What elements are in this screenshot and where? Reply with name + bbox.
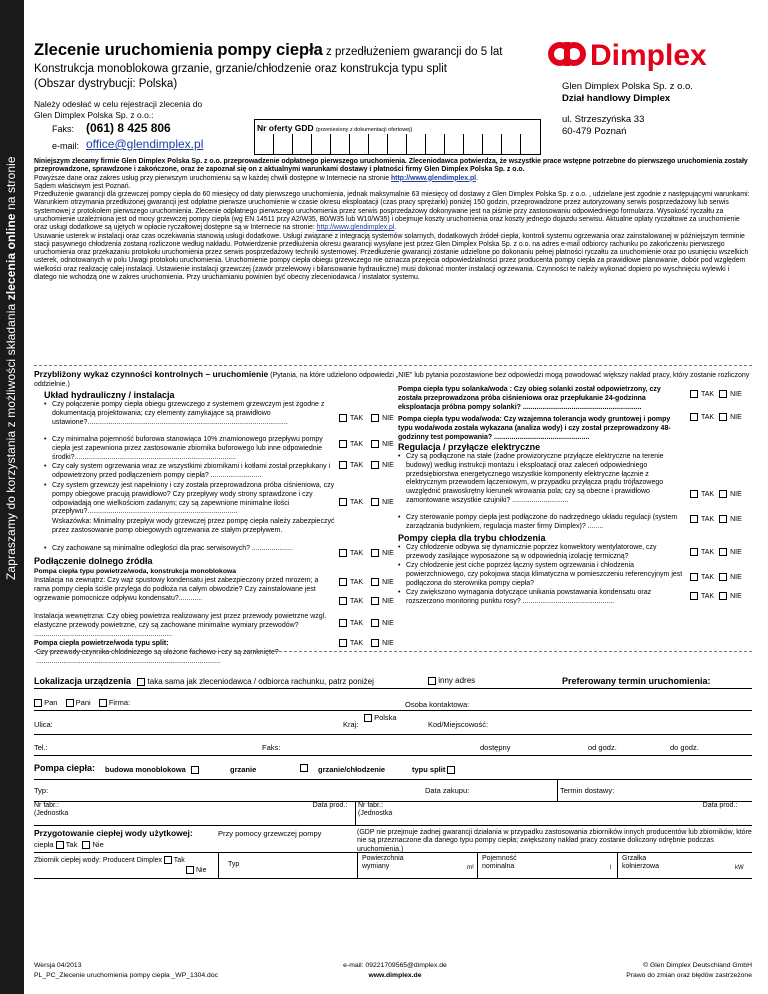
hydro-note: Wskazówka: Minimalny przepływ wody grzewczej przez pompę ciepła należy zabezpieczyć przez zastosowanie pomp obiegowych ogrzewania ze stałym przepływem. — [52, 518, 335, 534]
email-label: e-mail: — [52, 141, 80, 151]
yes-no-lower-2[interactable]: TAK NIE — [339, 597, 394, 606]
brand-department: Dział handlowy Dimplex — [562, 93, 671, 104]
mr-checkbox[interactable] — [34, 699, 42, 707]
divider — [34, 365, 752, 366]
vrule — [357, 852, 358, 878]
yes-no-lower-1[interactable]: TAK NIE — [339, 578, 394, 587]
yes-no-hydro-2[interactable]: TAK NIE — [339, 440, 394, 449]
lower-split-title: Pompa ciepła powietrze/woda typu split: — [34, 640, 169, 647]
hydro-list — [44, 401, 336, 554]
cooling-item: • Czy chłodzenie jest ciche poprzez łączny system ogrzewania i chłodzenia powierzchniowego, czy pokojowa stacja klimatyczna w pomieszczeniu referencyjnym jest podłączona do sterownika pompy ciepła? — [398, 562, 688, 589]
checkbox-no[interactable] — [719, 390, 727, 398]
checkbox-yes[interactable] — [339, 414, 347, 422]
vrule — [557, 779, 558, 801]
checkbox-yes[interactable] — [690, 515, 698, 523]
heater-unit: kW — [735, 865, 744, 871]
producer-yes-checkbox[interactable] — [164, 856, 172, 864]
yes-no-hydro-4[interactable]: TAK NIE — [339, 498, 394, 507]
yes-no-lower-4[interactable]: TAK NIE — [339, 639, 394, 648]
rule — [34, 878, 752, 879]
poland-checkbox[interactable] — [364, 714, 372, 722]
cooling-title: Pompy ciepła dla trybu chłodzenia — [398, 533, 546, 543]
purchase-date-label: Data zakupu: — [425, 786, 470, 795]
split-row: typu split — [412, 765, 455, 774]
checkbox-yes[interactable] — [339, 639, 347, 647]
checkbox-no[interactable] — [371, 639, 379, 647]
rule — [34, 688, 752, 689]
checkbox-yes[interactable] — [339, 578, 347, 586]
yes-no-electric-2[interactable]: TAK NIE — [690, 515, 742, 524]
heatcool-checkbox[interactable] — [300, 764, 308, 772]
lower-source-subtitle: Pompa ciepła typu powietrze/woda, konstrukcja monoblokowa — [34, 568, 237, 575]
checkbox-yes[interactable] — [339, 461, 347, 469]
available-label: dostępny — [480, 743, 511, 752]
split-checkbox[interactable] — [447, 766, 455, 774]
checkbox-no[interactable] — [719, 573, 727, 581]
dhw-title: Przygotowanie ciepłej wody użytkowej: — [34, 828, 193, 838]
checkbox-yes[interactable] — [339, 498, 347, 506]
brand-street: ul. Strzeszyńska 33 — [562, 114, 645, 125]
dhw-via-label: Przy pomocy grzewczej pompy — [218, 829, 322, 838]
electric-list — [398, 453, 688, 532]
serial-2: Nr fabr.: (Jednostka — [358, 802, 393, 818]
cooling-list — [398, 544, 688, 607]
checkbox-yes[interactable] — [690, 390, 698, 398]
yes-no-cooling-1[interactable]: TAK NIE — [690, 548, 742, 557]
same-address-checkbox[interactable] — [137, 678, 145, 686]
intro-text: Niniejszym zlecamy firmie Glen Dimplex Polska Sp. z o.o. przeprowadzenie odpłatnego pierwszego uruchomienia. Zleceniodawca potwierdza, że wszystkie prace wstępne potrzebne do pierwszego uruchomienia zostały przeprowadzone, sprawdzone i zakończone, oraz że zapoznał się on z aktualnymi warunkami dostawy i płatności firmy Glen Dimplex Polska Sp. z o.o. Powyższe dane oraz zakres usług przy pierwszym uruchomieniu są w każdej chwili dostępne w Internecie na stronie http://www.glendimplex.pl. Sądem właściwym jest Poznań. Przedłużenie gwarancji dla grzewczej pompy ciepła do 60 miesięcy od daty pierwszego uruchomienia, jednak maksymalnie 63 miesięcy od dostawy z Glen Dimplex Polska Sp. z o.o. , udzielane jest zgodnie z następującymi warunkami: Warunkiem otrzymania przedłużonej gwarancji jest odpłatne pierwsze uruchomienie w czasie okresu eksploatacji (czas pracy sprężarki) poniżej 150 godzin, przeprowadzone przez autoryzowany serwis posprzedażowy lub serwis systemowej z protokołem pierwszego uruchomienia. Zlecenie odpłatnego pierwszego uruchomienia przez serwis posprzedażowy dokonywane jest na piśmie przy zastosowaniu odpowiedniego formularza. Wysokość ryczałtu za uruchomienie uzależniona jest od mocy grzewczej pompy ciepła (wg EN 14511 przy A2/W35, B0/W35 lub W10/W35) i obejmuje koszty uruchomienia oraz koszty jednego dojazdu serwisu. Aktualne opłaty ryczałtowe za uruchomienie oraz usługi dodatkowe są ujętych w opłacie ryczałtowej dostępne są w Internecie na stronie: http://www.glendimplex.pl. Usuwanie usterek w instalacji oraz czas oczekiwania stanowią usługi dodatkowe. Usługi związane z integracją systemów solarnych, dodatkowych źródeł ciepła, kontroli systemu ogrzewania oraz zainstalowanej w późniejszym terminie stacji pasywnego chłodzenia zostaną rozliczone według nakładu. Potwierdzenie przedłużenia okresu gwarancji wysyłane jest przez Glen Dimplex Polska Sp. z o.o. na adres e-mail odbiorcy rachunku po zakończeniu pierwszego uruchomienia oraz przekazaniu protokołu uruchomienia przez serwis posprzedażowy techniki systemowej. Przedłużenie gwarancji zostanie udzielone po dokonaniu pełnej płatności ryczałtu za uruchomienie oraz po usunięciu wszelkich usterek, odnotowanych w polu Uwagi protokołu uruchomienia. Uruchomienie pompy ciepła obiegu grzewczego nie oznacza przejęcia odpowiedzialności przez producenta pompy ciepła za prawidłowe planowanie, dobór pod względem wielkości oraz realizację całej instalacji. Ustawienie instalacji grzewczej (zawór przelewowy i bilansowanie hydrauliczne) musi dokonać monter instalacji ogrzewania. Czynności te należy wykonać dopiero po wyschnięciu wylewki i dlatego nie wchodzą one w zakres uruchomienia. Przy uruchamianiu powinien być obecny zleceniodawca / instalator systemu. — [34, 158, 750, 281]
gdd-offer-box[interactable] — [254, 119, 541, 155]
checkbox-no[interactable] — [371, 461, 379, 469]
cooling-item: • Czy zwiększono wymagania dotyczące unikania powstawania kondensatu oraz rozszerzono monitoring punktu rosy? ............................................... — [398, 589, 688, 607]
yes-no-hydro-3[interactable]: TAK NIE — [339, 461, 394, 470]
hydro-item: • Czy cały system ogrzewania wraz ze wszystkimi zbiornikami i kotłami został przepłukany i odpowietrzony przed podłączeniem pompy ciepła? .......................... — [44, 463, 336, 482]
page-subtitle-region: (Obszar dystrybucji: Polska) — [34, 78, 178, 90]
surface-unit: m² — [467, 865, 474, 871]
checkbox-no[interactable] — [719, 413, 727, 421]
checkbox-no[interactable] — [719, 592, 727, 600]
rule — [34, 734, 752, 735]
delivery-date-label: Termin dostawy: — [560, 786, 615, 795]
other-address-checkbox[interactable] — [428, 677, 436, 685]
yes-no-brine[interactable]: TAK NIE — [690, 390, 742, 399]
footer-email: e-mail: 09221709565@dimplex.de — [343, 962, 447, 969]
rule — [34, 825, 752, 826]
producer-no: Nie — [186, 866, 206, 875]
yes-no-water[interactable]: TAK NIE — [690, 413, 742, 422]
checkbox-no[interactable] — [719, 515, 727, 523]
checkbox-no[interactable] — [371, 414, 379, 422]
prod-date-2: Data prod.: — [702, 802, 738, 809]
lower-item: Instalacja wewnętrzna: Czy obieg powietrza realizowany jest przez przewody powietrzne wzgl. elastyczne przewody powietrzne, czy są zachowane minimalne wymiary przewodów? ....................................................................... — [34, 613, 327, 638]
producer-no-checkbox[interactable] — [186, 866, 194, 874]
fax-number: (061) 8 425 806 — [86, 121, 171, 135]
email-link[interactable]: office@glendimplex.pl — [86, 137, 204, 151]
hydro-title: Układ hydrauliczny / instalacja — [44, 390, 175, 400]
hydro-item: • Czy zachowane są minimalne odległości dla prac serwisowych? ..................... — [44, 545, 336, 554]
lower-item: Czy przewody czynnika chłodniczego są ułożone fachowo i czy są zamknięte? ............................................................................................... — [36, 649, 279, 665]
checkbox-yes[interactable] — [339, 619, 347, 627]
other-address: inny adres — [428, 676, 475, 686]
send-company: Glen Dimplex Polska Sp. z o.o.: — [34, 110, 154, 120]
tel-label: Tel.: — [34, 743, 48, 752]
checkbox-no[interactable] — [371, 619, 379, 627]
mrs-checkbox[interactable] — [66, 699, 74, 707]
side-banner-text: Zapraszamy do korzystania z możliwości składania zlecenia online na stronie — [4, 156, 18, 580]
gdd-note: (przeniesiony z dokumentacji ofertowej) — [315, 127, 413, 133]
water-question: Pompa ciepła typu woda/woda: Czy wzajemna tolerancja wody gruntowej i pompy typu woda/woda została wykazana (analiza wody) i czy został przeprowadzony 48-godzinny test pompowania? ................................................. — [398, 416, 671, 441]
tank-type-label: Typ — [228, 861, 240, 868]
yes-no-cooling-2[interactable]: TAK NIE — [690, 573, 742, 582]
gdd-label: Nr oferty GDD — [257, 123, 314, 133]
preferred-date-label: Preferowany termin uruchomienia: — [562, 676, 711, 686]
mono-checkbox[interactable] — [191, 766, 199, 774]
electric-item: • Czy sterowanie pompy ciepła jest podłączone do nadrzędnego układu regulacji (system zarządzania budynkiem, regulacja master firmy Dimplex)? ........ — [398, 514, 688, 532]
page-subtitle: Konstrukcja monoblokowa grzanie, grzanie/chłodzenie oraz konstrukcja typu split — [34, 63, 447, 75]
checkbox-no[interactable] — [371, 498, 379, 506]
footer-copyright: © Glen Dimplex Deutschland GmbH — [643, 962, 752, 969]
page-title: Zlecenie uruchomienia pompy ciepła z przedłużeniem gwarancji do 5 lat — [34, 41, 503, 59]
fax-label: Faks: — [52, 124, 75, 134]
dhw-note: (GDP nie przejmuje żadnej gwarancji działania w przypadku zastosowania zbiorników innych producentów lub zbiorników, które nie są przeznaczone dla danego typu pompy ciepła; zwiększony nakład pracy zostanie doliczony odrębnie podczas uruchomienia.) — [357, 829, 752, 853]
svg-text:Dimplex: Dimplex — [590, 39, 707, 72]
checkbox-no[interactable] — [371, 549, 379, 557]
dhw-no-checkbox[interactable] — [82, 841, 90, 849]
divider — [34, 651, 752, 652]
from-label: od godz. — [588, 743, 617, 752]
vrule — [617, 852, 618, 878]
heater-label: Grzałka kołnierzowa — [622, 855, 659, 871]
dhw-yes-checkbox[interactable] — [56, 841, 64, 849]
volume-unit: l — [610, 865, 612, 871]
rule — [34, 852, 752, 853]
footer-filename: PL_PC_Zlecenie uruchomienia pompy ciepła _WP_1304.doc — [34, 972, 219, 979]
vrule — [355, 801, 356, 825]
postcode-label: Kod/Miejscowość: — [428, 720, 489, 729]
volume-label: Pojemność nominalna — [482, 855, 517, 871]
surface-label: Powierzchnia wymiany — [362, 855, 404, 871]
lower-item: Instalacja na zewnątrz: Czy wąż spustowy kondensatu jest zabezpieczony przed mrozem; a rama pompy ciepła ściśle przylega do podłoża na całym obwodzie? Czy zainstalowane jest ogrzewanie pomocnicze odpływu kondensatu?............ — [34, 577, 319, 602]
checkbox-yes[interactable] — [339, 440, 347, 448]
hydro-item: • Czy połączenie pompy ciepła obiegu grzewczego z systemem grzewczym jest zgodne z dokumentacją projektowania; czy elementy zamykające są prawidłowo ustawione?....................................................................................................... — [44, 401, 336, 436]
intro-link-2[interactable]: http://www.glendimplex.pl — [316, 224, 395, 232]
footer-rights: Prawo do zmian oraz błędów zastrzeżone — [626, 972, 752, 979]
electric-title: Regulacja / przyłącze elektryczne — [398, 442, 541, 452]
country-value: Polska — [364, 713, 397, 722]
checkbox-no[interactable] — [371, 578, 379, 586]
yes-no-hydro-5[interactable]: TAK NIE — [339, 549, 394, 558]
checkbox-yes[interactable] — [690, 573, 698, 581]
footer-version: Wersja 04/2013 — [34, 962, 82, 969]
type-label: Typ: — [34, 786, 49, 795]
dimplex-logo — [546, 36, 746, 72]
vrule — [218, 852, 219, 878]
hydro-item: • Czy minimalna pojemność buforowa stanowiąca 10% znamionowego przepływu pompy ciepła jest zapewniona przez zastosowanie zbiornika buforowego lub inne odpowiednie środki?................................................................................... — [44, 436, 336, 463]
cooling-item: • Czy chłodzenie odbywa się dynamicznie poprzez konwektory wentylatorowe, czy przewody zasilające wyposażone są w odpowiednią izolację termiczną? — [398, 544, 688, 562]
to-label: do godz. — [670, 743, 699, 752]
contact-label: Osoba kontaktowa: — [405, 700, 470, 709]
checkbox-yes[interactable] — [339, 597, 347, 605]
lower-source-title: Podłączenie dolnego źródła — [34, 556, 153, 566]
checkbox-yes[interactable] — [690, 548, 698, 556]
brand-company: Glen Dimplex Polska Sp. z o.o. — [562, 81, 693, 92]
checkbox-no[interactable] — [719, 490, 727, 498]
company-checkbox[interactable] — [99, 699, 107, 707]
lower-source-list — [34, 577, 336, 667]
vrule — [477, 852, 478, 878]
send-instruction: Należy odesłać w celu rejestracji zlecenia do — [34, 99, 203, 109]
yes-no-lower-3[interactable]: TAK NIE — [339, 619, 394, 628]
pump-mono: budowa monoblokowa — [105, 765, 199, 774]
location-row: Lokalizacja urządzenia taka sama jak zleceniodawca / odbiorca rachunku, patrz poniżej — [34, 676, 374, 686]
yes-no-hydro-1[interactable]: TAK NIE — [339, 414, 394, 423]
heat-label: grzanie — [230, 765, 257, 774]
brine-question: Pompa ciepła typu solanka/woda : Czy obieg solanki został odpowietrzony, czy została przeprowadzona próba ciśnieniowa oraz przepłukanie 24-godzinna eksploatacja próbna pompy solanki? ............................................................. — [398, 386, 661, 411]
checklist-header: Przybliżony wykaz czynności kontrolnych – uruchomienie (Pytania, na które udzielono odpowiedzi „NIE" lub pytania pozostawione bez odpowiedzi mogą powodować większy nakład pracy, który zostanie rozliczony oddzielnie.) — [34, 369, 750, 388]
dhw-choice: ciepła Tak Nie — [34, 840, 104, 849]
checkbox-no[interactable] — [371, 440, 379, 448]
hydro-item: • Czy system grzewczy jest napełniony i czy została przeprowadzona próba ciśnieniowa, czy pompy obiegowe pracują prawidłowo? Czy przepływy wody strony sprawdzone i czy odpowiadają one wielkościom zadanym; czy są zapewnione minimalne ilości przepływu?............................................................................. — [44, 482, 336, 518]
checkbox-no[interactable] — [371, 597, 379, 605]
fax-field-label: Faks: — [262, 743, 281, 752]
rule — [34, 801, 752, 802]
checkbox-yes[interactable] — [690, 490, 698, 498]
salutation-row: Pan Pani Firma: — [34, 698, 130, 707]
brand-city: 60-479 Poznań — [562, 126, 627, 137]
pump-type-row: Pompa ciepła: — [34, 763, 96, 773]
yes-no-cooling-3[interactable]: TAK NIE — [690, 592, 742, 601]
gdd-digit-cells — [255, 134, 539, 154]
rule — [34, 755, 752, 756]
intro-link-1[interactable]: http://www.glendimplex.pl — [390, 174, 477, 182]
country-label: Kraj: — [343, 720, 359, 729]
serial-1: Nr fabr.: (Jednostka — [34, 802, 69, 818]
tank-row: Zbiornik ciepłej wody: Producent Dimplex Tak — [34, 856, 185, 864]
checkbox-yes[interactable] — [690, 413, 698, 421]
heatcool-checkbox-wrap — [300, 764, 308, 773]
checkbox-yes[interactable] — [690, 592, 698, 600]
street-label: Ulica: — [34, 720, 53, 729]
prod-date-1: Data prod.: — [312, 802, 348, 809]
yes-no-electric-1[interactable]: TAK NIE — [690, 490, 742, 499]
rule — [34, 779, 752, 780]
checkbox-yes[interactable] — [339, 549, 347, 557]
heatcool-label: grzanie/chłodzenie — [318, 765, 386, 774]
checkbox-no[interactable] — [719, 548, 727, 556]
rule — [34, 710, 752, 711]
electric-item: • Czy są podłączone na stałe (żadne prowizoryczne przyłącze elektryczne na terenie budowy) według instrukcji montażu i eksploatacji oraz zaleceń odpowiedniego przedsiębiorstwa energetycznego wszystkie komponenty elektryczne łącznie z elektrycznym przewodem łączeniowym, w przypadku przyłącza prądu trójfazowego uwzględnić prawoskrętny kierunek wirowania pola; czy są obecne i prawidłowo zamontowane wszystkie czujniki? ............................. — [398, 453, 688, 514]
footer-website[interactable]: www.dimplex.de — [368, 972, 422, 979]
